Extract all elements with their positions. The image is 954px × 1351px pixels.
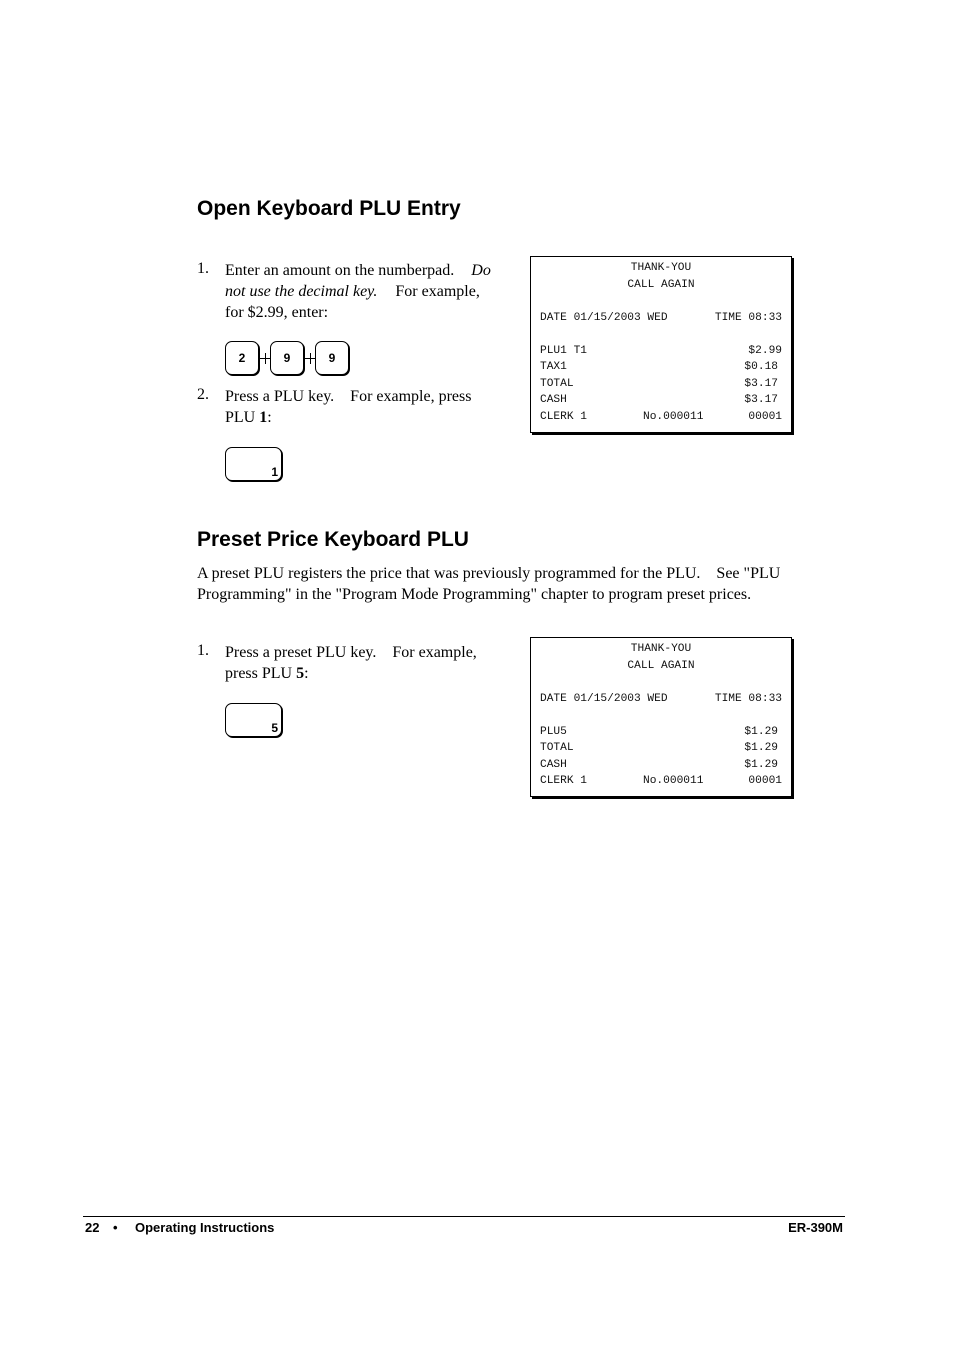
numpad-key-2[interactable]: 2	[225, 341, 259, 375]
receipt-number: No.000011	[643, 411, 704, 423]
receipt-header1: THANK-YOU	[630, 643, 692, 655]
footer-divider	[83, 1216, 845, 1217]
footer-page-number: 22	[85, 1220, 100, 1235]
receipt-row-value: $3.17	[744, 378, 778, 390]
numpad-key-9[interactable]: 9	[315, 341, 349, 375]
receipt-row-value: $1.29	[744, 742, 778, 754]
step2-text-b: PLU	[225, 409, 260, 426]
receipt-time: TIME 08:33	[714, 312, 782, 324]
footer-bullet: •	[113, 1220, 118, 1235]
numpad-key-9[interactable]: 9	[270, 341, 304, 375]
receipt-number: No.000011	[643, 775, 704, 787]
receipt-row-label: PLU1 T1	[540, 345, 587, 357]
step2-bold: 1	[259, 409, 268, 426]
plu-key-label: 1	[271, 465, 278, 479]
receipt-row-value: $1.29	[744, 759, 778, 771]
receipt-row-label: CASH	[540, 394, 567, 406]
receipt-header2: CALL AGAIN	[627, 279, 695, 291]
receipt-row-label: TOTAL	[540, 742, 574, 754]
step-italic-b: not use the decimal key.	[225, 283, 378, 300]
step-italic-a: Do	[471, 262, 491, 279]
step-text	[225, 260, 515, 323]
receipt-date: DATE 01/15/2003 WED	[540, 693, 668, 705]
receipt-seq: 00001	[748, 775, 782, 787]
footer-model: ER-390M	[788, 1220, 843, 1235]
receipt-row-label: CASH	[540, 759, 567, 771]
receipt-date: DATE 01/15/2003 WED	[540, 312, 668, 324]
plu-key-label: 5	[271, 721, 278, 735]
receipt-row-value: $3.17	[744, 394, 778, 406]
step-text	[225, 642, 515, 684]
receipt-1	[530, 256, 792, 433]
step-colon: :	[304, 665, 309, 682]
key-connector	[304, 358, 315, 359]
receipt-header1: THANK-YOU	[630, 262, 692, 274]
step-number: 2.	[197, 386, 209, 403]
receipt-seq: 00001	[748, 411, 782, 423]
plu-key-1[interactable]	[225, 447, 282, 481]
footer-title: Operating Instructions	[135, 1220, 275, 1235]
receipt-time: TIME 08:33	[714, 693, 782, 705]
receipt-row-value: $2.99	[748, 345, 782, 357]
receipt-header2: CALL AGAIN	[627, 660, 695, 672]
step-bold: 5	[296, 665, 305, 682]
receipt-clerk: CLERK 1	[540, 775, 587, 787]
receipt-row-label: TAX1	[540, 361, 567, 373]
step-text-a: Enter an amount on the numberpad.	[225, 262, 455, 279]
paragraph-line: Programming" in the "Program Mode Programming" chapter to program preset prices.	[197, 586, 752, 603]
receipt-row-label: TOTAL	[540, 378, 574, 390]
step-text-c: for $2.99, enter:	[225, 304, 329, 321]
step2-text-a: Press a PLU key. For example, press	[225, 388, 472, 405]
receipt-clerk: CLERK 1	[540, 411, 587, 423]
receipt-2	[530, 637, 792, 797]
step2-colon: :	[267, 409, 272, 426]
section-heading-open-keyboard: Open Keyboard PLU Entry	[197, 197, 461, 220]
key-connector	[259, 358, 270, 359]
receipt-row-value: $0.18	[744, 361, 778, 373]
step-text-a: Press a preset PLU key. For example,	[225, 644, 477, 661]
step-number: 1.	[197, 260, 209, 277]
step-text-b: press PLU	[225, 665, 297, 682]
step-text-b: For example,	[395, 283, 480, 300]
section2-paragraph	[197, 563, 847, 605]
step-number: 1.	[197, 642, 209, 659]
receipt-row-value: $1.29	[744, 726, 778, 738]
paragraph-line: A preset PLU registers the price that was previously programmed for the PLU. See "PLU	[197, 565, 781, 582]
receipt-row-label: PLU5	[540, 726, 567, 738]
section-heading-preset-price: Preset Price Keyboard PLU	[197, 528, 469, 551]
plu-key-5[interactable]	[225, 703, 282, 737]
step-text	[225, 386, 515, 428]
